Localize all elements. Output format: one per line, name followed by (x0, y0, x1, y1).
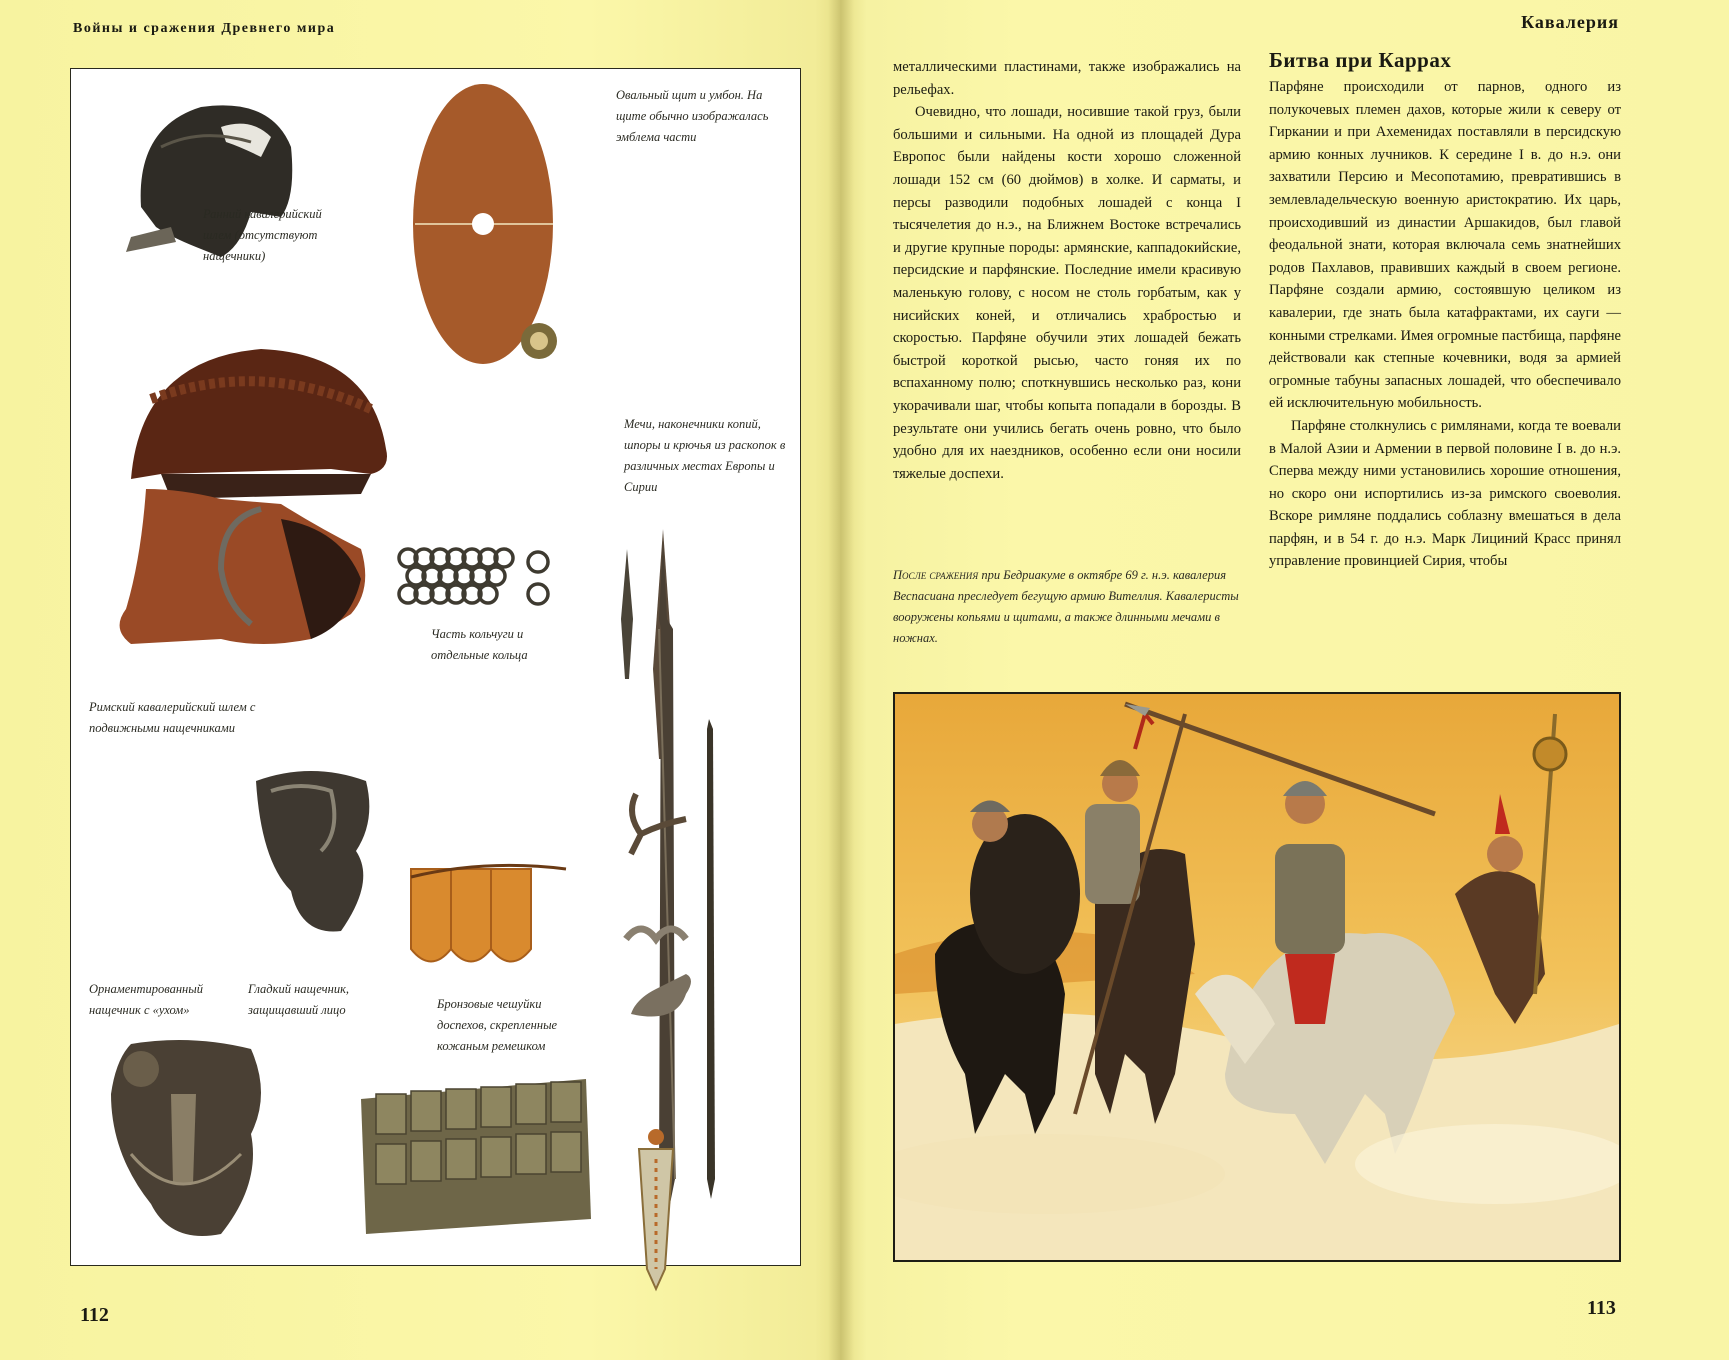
early-helmet-caption: Ранний кавалерийский шлем (отсутствуют нащечники) (203, 207, 322, 263)
ornamented-cheekpiece-caption: Орнаментированный нащечник с «ухом» (89, 982, 203, 1017)
book-gutter (828, 0, 854, 1360)
bronze-scales-caption: Бронзовые чешуйки доспехов, скрепленные кожаным ремешком (437, 997, 558, 1053)
bronze-scales-image (406, 859, 571, 979)
text-column-right (1269, 76, 1621, 573)
text-column-left (893, 56, 1241, 485)
chain-mail-image (396, 544, 556, 614)
ornamented-cheekpiece-image (101, 1034, 276, 1249)
chain-mail-caption: Часть кольчуги и отдельные кольца (431, 627, 528, 662)
paragraph: Парфяне происходили от парнов, одного из полукочевых племен дахов, которые жили к северу от Гиркании и при Ахеменидах поставляли в персидскую армию конных лучников. К середине I в. до н.э. они захватили Персию и Месопотамию, превратившись в землевладельческую военную аристократию. Их царь, происходивший из династии Аршакидов, был главой феодальной знати, которая включала семь знатнейших родов Пахлавов, правивших каждый в своем регионе. Парфяне создали армию, состоявшую целиком из кавалерии, где знать была катафрактами, их сауги — конными стрелками. Имея огромные пастбища, парфяне действовали как степные кочевники, водя за армией огромные табуны запасных лошадей, что обеспечивало ей исключительную мобильность. (1269, 79, 1621, 412)
roman-helmet-caption: Римский кавалерийский шлем с подвижными нащечниками (89, 700, 256, 735)
spurs-hooks-image (616, 774, 706, 1054)
paragraph: Очевидно, что лошади, носившие такой груз, были большими и сильными. На одной из площадей Дура Европос были найдены кости хорошо сложенной лошади 152 см (60 дюймов) в холке. И сарматы, и персы разводили подобных лошадей с конца I тысячелетия до н.э., на Ближнем Востоке встречались и другие крупные породы: армянские, каппадокийские, персидские и парфянские. Последние имели красивую маленькую голову, с носом не столь горбатым, как у нисийских коней, и отличались храбростью и скоростью. Парфяне обучили этих лошадей бежать быстрой короткой рысью, часто гоняя их по вспаханному полю; споткнувшись несколько раз, кони укорачивали шаг, чтобы копыта попадали в борозды. В результате они учились бегать очень ровно, что было удобно для их наездников, особенно если они носили тяжелые доспехи. (893, 104, 1241, 482)
roman-helmet-image (111, 339, 401, 659)
artifact-plate (70, 68, 801, 1266)
illustration-caption-lead: После сражения (893, 568, 979, 582)
scabbard-chape-image (631, 1119, 681, 1299)
page-number-left: 112 (80, 1304, 109, 1326)
section-title: Битва при Каррах (1269, 48, 1452, 72)
running-head-left: Войны и сражения Древнего мира (73, 21, 336, 36)
oval-shield-caption: Овальный щит и умбон. На щите обычно изображалась эмблема части (616, 88, 769, 144)
swords-caption: Мечи, наконечники копий, шпоры и крючья из раскопок в различных местах Европы и Сирии (624, 417, 786, 494)
smooth-cheekpiece-image (241, 761, 381, 941)
illustration-caption (893, 565, 1241, 649)
paragraph: металлическими пластинами, также изображались на рельефах. (893, 59, 1241, 98)
page-number-right: 113 (1587, 1297, 1616, 1319)
oval-shield-image (411, 79, 571, 379)
paragraph: Парфяне столкнулись с римлянами, когда те воевали в Малой Азии и Армении в первой половине I в. до н.э. Сперва между ними установились хорошие отношения, но скоро они испортились из-за римского своеволия. Вскоре римляне поддались соблазну вмешаться в дела парфян, и в 54 г. до н.э. Марк Лициний Красс принял управление провинцией Сирия, чтобы (1269, 417, 1621, 570)
illustration-caption-text: при Бедриакуме в октябре 69 г. н.э. кавалерия Веспасиана преследует бегущую армию Вителлия. Кавалеристы вооружены копьями и щитами, а также длинными мечами в ножнах. (893, 568, 1239, 645)
cavalry-painting (893, 692, 1621, 1262)
scale-armor-fragment-image (356, 1069, 596, 1244)
cavalry-painting-image (895, 694, 1619, 1260)
smooth-cheekpiece-caption: Гладкий нащечник, защищавший лицо (248, 982, 350, 1017)
running-head-right: Кавалерия (1521, 12, 1619, 32)
